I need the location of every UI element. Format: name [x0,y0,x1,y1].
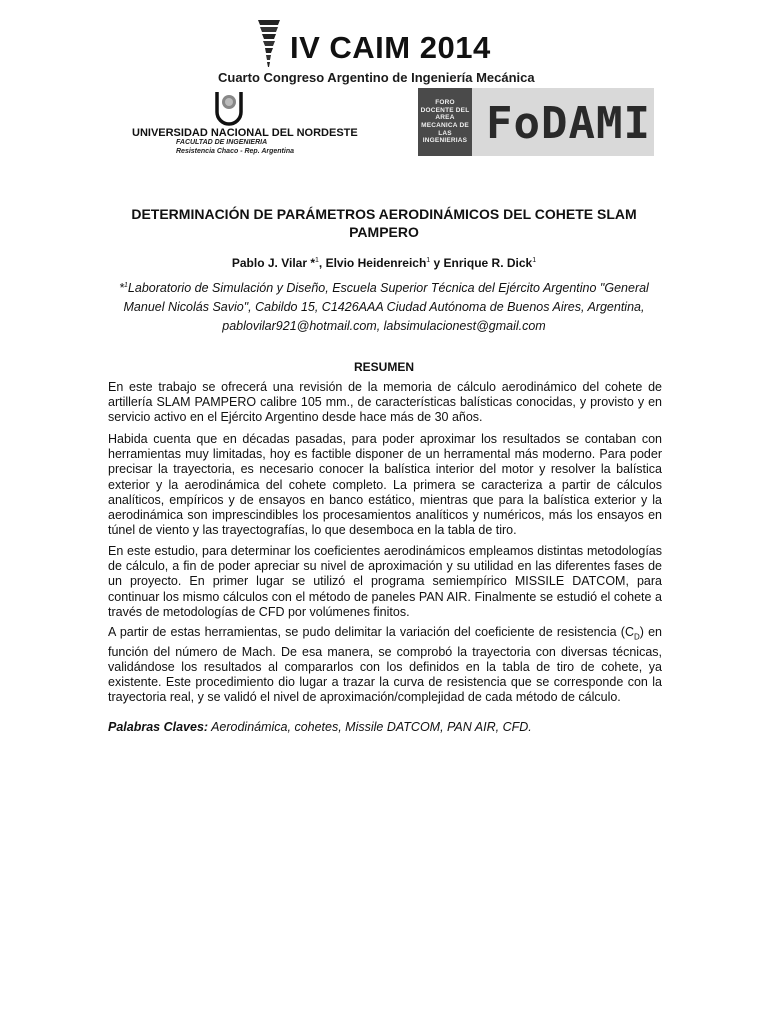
caim-spiral-logo-icon [256,18,282,68]
fodami-logo [418,88,654,156]
abstract-paragraph-4 [108,625,662,706]
faculty-name: FACULTAD DE INGENIERIA [176,139,268,146]
affiliation [108,276,660,336]
affiliation-marker: * [119,281,125,296]
university-location: Resistencia Chaco - Rep. Argentina [176,148,294,155]
affiliation-line-2: Manuel Nicolás Savio", Cabildo 15, C1426AAA Ciudad Autónoma de Buenos Aires, Argentina, [123,300,645,315]
abstract-paragraph-4-start: A partir de estas herramientas, se pudo delimitar la variación del coeficiente de resistencia (C [108,625,634,639]
keywords [108,720,662,734]
fodami-wordmark: FoDAMI [486,98,651,149]
fodami-label-box [418,88,472,156]
author-3-affiliation-mark: 1 [532,257,537,264]
affiliation-emails: pablovilar921@hotmail.com, labsimulacionest@gmail.com [222,319,546,334]
affiliation-line-1 [108,276,660,298]
abstract-paragraph-3: En este estudio, para determinar los coeficientes aerodinámicos empleamos distintas metodologías de cálculo, a fin de poder apreciar su nivel de aproximación y su utilidad en las diferentes fases de un proyecto. En primer lugar se utilizó el programa semiempírico MISSILE DATCOM, para continuar los mismo cálculos con el método de paneles PAN AIR. Finalmente se estudió el cohete a través de metodologías de CFD por volúmenes finitos. [108,544,662,619]
conference-title: IV CAIM 2014 [290,30,491,65]
author-2: , Elvio Heidenreich [318,256,427,270]
abstract-paragraph-1: En este trabajo se ofrecerá una revisión de la memoria de cálculo aerodinámico del cohete de artillería SLAM PAMPERO calibre 105 mm., de características balísticas conocidas, y provisto y en servicio activo en el Ejército Argentino desde hace más de 30 años. [108,380,662,425]
abstract-paragraph-4-end: ) en función del número de Mach. De esa manera, se comprobó la trayectoria con diversas técnicas, validándose los resultados al compararlos con los definidos en la tabla de tiro de cohete, ya existente. Este procedimiento dio lugar a trazar la curva de resistencia que se corresponde con la trayectoria real, y se validó el nivel de aproximación/complejidad de cada método de cálculo. [108,625,663,705]
author-3: y Enrique R. Dick [430,256,533,270]
conference-subtitle: Cuarto Congreso Argentino de Ingeniería Mecánica [218,70,535,85]
abstract-heading: RESUMEN [353,360,414,374]
university-name: UNIVERSIDAD NACIONAL DEL NORDESTE [132,127,358,139]
drag-coefficient-subscript: D [633,632,640,642]
author-2-affiliation-mark: 1 [426,257,431,264]
paper-authors [108,256,660,270]
university-logo-icon [214,88,244,130]
paper-title: DETERMINACIÓN DE PARÁMETROS AERODINÁMICOS DEL COHETE SLAM PAMPERO [131,206,637,240]
abstract-paragraph-2: Habida cuenta que en décadas pasadas, para poder aproximar los resultados se contaban con herramientas muy limitadas, hoy es factible disponer de un herramental más moderno. Para poder precisar la trayectoria, es necesario conocer la balística interior del motor y resolver la balística exterior y la aerodinámica del cohete completo. La primera se caracteriza a partir de cálculos analíticos, empíricos y de ensayos en banco estático, mientras que para la balística exterior y la aerodinámica son imprescindibles los procesamientos analíticos y numéricos, más los ensayos en túnel de viento y las trayectografías, lo que desemboca en la tabla de tiro. [108,432,662,538]
fodami-label-text: FORO DOCENTE DEL AREA MECANICA DE LAS INGENIERIAS [420,99,470,145]
affiliation-marker-sup: 1 [124,282,128,289]
keywords-list: Aerodinámica, cohetes, Missile DATCOM, PAN AIR, CFD. [208,720,532,734]
keywords-label: Palabras Claves: [108,720,209,734]
author-1: Pablo J. Vilar * [231,256,316,270]
author-1-affiliation-mark: 1 [315,257,319,264]
affiliation-text-1: Laboratorio de Simulación y Diseño, Escuela Superior Técnica del Ejército Argentino "General [127,281,649,296]
